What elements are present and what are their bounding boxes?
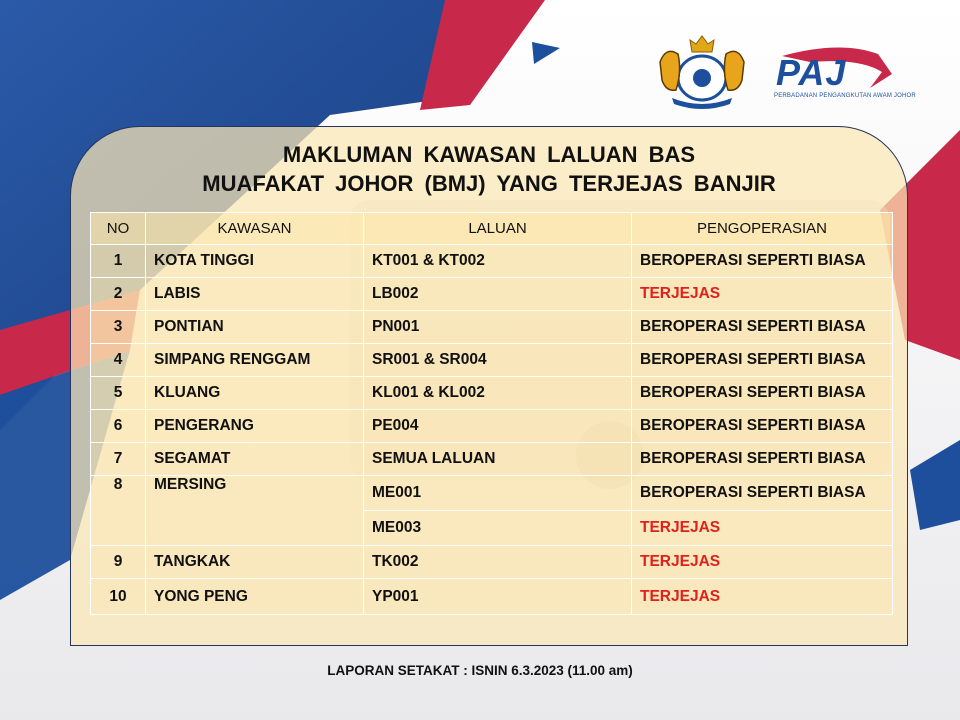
row-no: 9 <box>91 546 146 579</box>
row-kawasan: PONTIAN <box>146 311 364 344</box>
row-kawasan: TANGKAK <box>146 546 364 579</box>
row-no: 5 <box>91 377 146 410</box>
row-status: BEROPERASI SEPERTI BIASA <box>632 377 893 410</box>
row-no: 4 <box>91 344 146 377</box>
row-kawasan: KLUANG <box>146 377 364 410</box>
row-kawasan: SEGAMAT <box>146 443 364 476</box>
row-kawasan: SIMPANG RENGGAM <box>146 344 364 377</box>
table-row <box>91 546 893 579</box>
row-status: TERJEJAS <box>632 546 893 579</box>
paj-logo-subtitle: PERBADANAN PENGANGKUTAN AWAM JOHOR <box>774 93 916 99</box>
row-status: TERJEJAS <box>632 579 893 615</box>
table-header-row <box>91 213 893 245</box>
row-kawasan: PENGERANG <box>146 410 364 443</box>
table-row <box>91 579 893 615</box>
johor-state-crest-icon <box>652 32 752 110</box>
report-timestamp: LAPORAN SETAKAT : ISNIN 6.3.2023 (11.00 am) <box>327 663 633 678</box>
row-no: 1 <box>91 245 146 278</box>
row-laluan: PN001 <box>364 311 632 344</box>
row-laluan: TK002 <box>364 546 632 579</box>
table-row <box>91 377 893 410</box>
row-no: 10 <box>91 579 146 615</box>
page-title <box>70 140 908 198</box>
header-kawasan: KAWASAN <box>146 213 364 245</box>
row-no: 8 <box>91 476 146 546</box>
table-row <box>91 278 893 311</box>
row-laluan: KT001 & KT002 <box>364 245 632 278</box>
row-laluan: YP001 <box>364 579 632 615</box>
header-pengoperasian: PENGOPERASIAN <box>632 213 893 245</box>
row-status: BEROPERASI SEPERTI BIASA <box>632 344 893 377</box>
table-row <box>91 311 893 344</box>
row-status: BEROPERASI SEPERTI BIASA <box>632 476 893 511</box>
row-no: 3 <box>91 311 146 344</box>
routes-table <box>90 212 893 615</box>
row-status: BEROPERASI SEPERTI BIASA <box>632 410 893 443</box>
row-kawasan: YONG PENG <box>146 579 364 615</box>
row-kawasan: KOTA TINGGI <box>146 245 364 278</box>
row-no: 6 <box>91 410 146 443</box>
table-row <box>91 245 893 278</box>
row-status: TERJEJAS <box>632 278 893 311</box>
row-laluan: ME001 <box>364 476 632 511</box>
row-status: TERJEJAS <box>632 511 893 546</box>
row-laluan: LB002 <box>364 278 632 311</box>
row-kawasan: LABIS <box>146 278 364 311</box>
title-line-1: MAKLUMAN KAWASAN LALUAN BAS <box>282 142 696 167</box>
title-line-2: MUAFAKAT JOHOR (BMJ) YANG TERJEJAS BANJIR <box>202 171 776 196</box>
row-laluan: KL001 & KL002 <box>364 377 632 410</box>
table-row <box>91 443 893 476</box>
table-row <box>91 410 893 443</box>
table-row <box>91 476 893 511</box>
row-status: BEROPERASI SEPERTI BIASA <box>632 443 893 476</box>
row-status: BEROPERASI SEPERTI BIASA <box>632 311 893 344</box>
row-no: 7 <box>91 443 146 476</box>
row-laluan: SR001 & SR004 <box>364 344 632 377</box>
paj-logo-text: PAJ <box>776 52 847 93</box>
row-no: 2 <box>91 278 146 311</box>
row-laluan: PE004 <box>364 410 632 443</box>
row-status: BEROPERASI SEPERTI BIASA <box>632 245 893 278</box>
row-laluan: ME003 <box>364 511 632 546</box>
row-laluan: SEMUA LALUAN <box>364 443 632 476</box>
table-row <box>91 344 893 377</box>
row-kawasan: MERSING <box>146 476 364 546</box>
header-laluan: LALUAN <box>364 213 632 245</box>
header-no: NO <box>91 213 146 245</box>
